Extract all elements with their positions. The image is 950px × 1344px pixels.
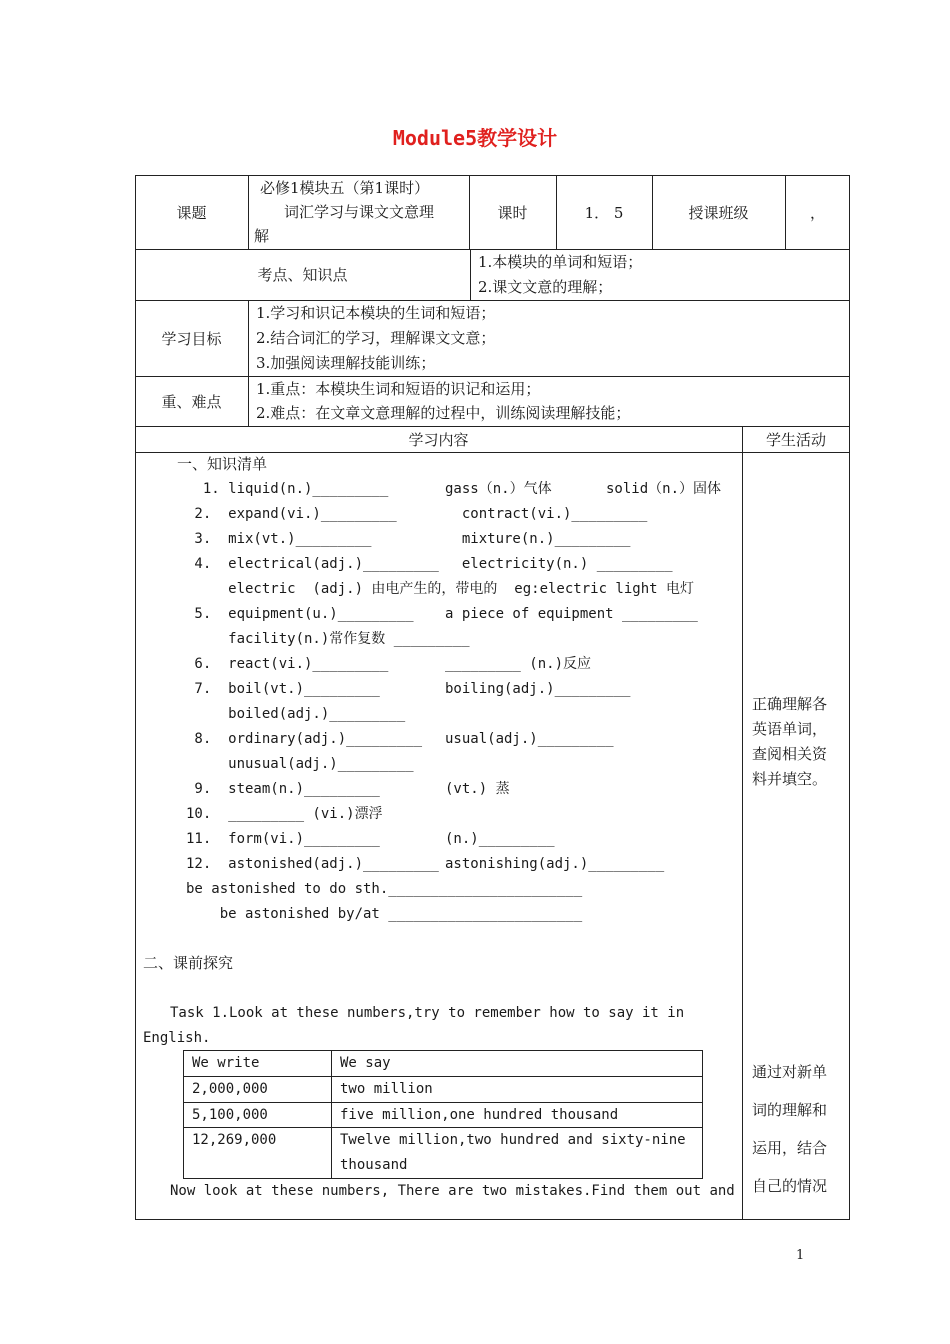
table-header: We say (340, 1055, 391, 1071)
hours-label: 课时 (497, 203, 528, 222)
knowledge-item: 1.本模块的单词和短语； (478, 253, 643, 271)
vocab-line: _________ (n.)反应 (445, 656, 592, 672)
keypoint-item: 1.重点：本模块生词和短语的识记和运用； (256, 380, 541, 398)
class-value: ， (809, 203, 825, 222)
vocab-line: contract(vi.)_________ (445, 506, 648, 522)
vocab-line: be astonished to do sth._______________________ (186, 881, 583, 897)
table-cell: 5,100,000 (192, 1107, 268, 1123)
vocab-line: a piece of equipment _________ (445, 606, 698, 622)
vocab-line: 7. boil(vt.)_________ (186, 681, 380, 697)
table-cell: 2,000,000 (192, 1081, 268, 1097)
table-header: We write (192, 1055, 260, 1071)
topic-label: 课题 (176, 203, 207, 222)
activity-header: 学生活动 (765, 430, 826, 449)
activity-2: 通过对新单 词的理解和 运用，结合 自己的情况 (752, 1063, 828, 1195)
page-number: 1 (796, 1248, 805, 1263)
section-1-title: 一、知识清单 (177, 455, 268, 473)
vocab-line: 3. mix(vt.)_________ (186, 531, 372, 547)
vocab-line: 9. steam(n.)_________ (186, 781, 380, 797)
table-cell: thousand (340, 1157, 408, 1173)
vocab-line: 1. liquid(n.)_________ (186, 481, 389, 497)
table-cell: five million,one hundred thousand (340, 1107, 619, 1123)
vocab-line: 8. ordinary(adj.)_________ (186, 731, 423, 747)
vocab-line: 4. electrical(adj.)_________ (186, 556, 439, 572)
vocab-line: boiled(adj.)_________ (186, 706, 406, 722)
task-1-line-2: English. (143, 1030, 211, 1046)
vocab-line: boiling(adj.)_________ (445, 681, 631, 697)
vocab-line: electric (adj.) 由电产生的，带电的 eg:electric light 电灯 (186, 581, 695, 597)
vocab-line: electricity(n.) _________ (445, 556, 673, 572)
vocab-line: unusual(adj.)_________ (186, 756, 414, 772)
knowledge-label: 考点、知识点 (257, 266, 348, 284)
vocab-line: (n.)_________ (445, 831, 555, 847)
goal-item: 1.学习和识记本模块的生词和短语； (256, 304, 496, 322)
vocab-line: 11. form(vi.)_________ (186, 831, 380, 847)
vocab-line: facility(n.)常作复数 _________ (186, 631, 470, 647)
topic-value: 必修1模块五（第1课时） 词汇学习与课文文意理 解 (254, 179, 435, 245)
goals-label: 学习目标 (161, 329, 222, 348)
vocab-line: be astonished by/at _______________________ (186, 906, 583, 922)
vocab-line: 5. equipment(u.)_________ (186, 606, 414, 622)
task-1-line-1: Task 1.Look at these numbers,try to remember how to say it in (170, 1005, 685, 1021)
activity-1: 正确理解各 英语单词， 查阅相关资 料并填空。 (752, 695, 828, 788)
table-cell: Twelve million,two hundred and sixty-nine (340, 1132, 686, 1148)
vocab-line: astonishing(adj.)_________ (445, 856, 665, 872)
table-cell: two million (340, 1081, 433, 1097)
vocab-line: usual(adj.)_________ (445, 731, 614, 747)
vocab-line: (vt.) 蒸 (445, 781, 510, 797)
class-label: 授课班级 (688, 203, 749, 222)
vocab-line: mixture(n.)_________ (445, 531, 631, 547)
goal-item: 2.结合词汇的学习，理解课文文意； (256, 329, 496, 347)
knowledge-item: 2.课文文意的理解； (478, 278, 613, 296)
vocab-line: gass（n.）气体 (445, 481, 552, 497)
task-1-after: Now look at these numbers, There are two mistakes.Find them out and (170, 1183, 735, 1199)
vocab-line: solid（n.）固体 (606, 481, 722, 497)
vocab-line: 6. react(vi.)_________ (186, 656, 389, 672)
table-cell: 12,269,000 (192, 1132, 277, 1148)
hours-value: 1． 5 (584, 203, 624, 222)
vocab-line: 10. _________ (vi.)漂浮 (186, 806, 383, 822)
keypoints-label: 重、难点 (161, 392, 222, 411)
keypoint-item: 2.难点：在文章文意理解的过程中，训练阅读理解技能； (256, 404, 631, 422)
section-2-title: 二、课前探究 (143, 954, 234, 972)
vocab-line: 12. astonished(adj.)_________ (186, 856, 439, 872)
vocab-line: 2. expand(vi.)_________ (186, 506, 397, 522)
content-header: 学习内容 (408, 430, 469, 449)
document-title: Module5教学设计 (392, 126, 558, 150)
goal-item: 3.加强阅读理解技能训练； (256, 354, 436, 372)
